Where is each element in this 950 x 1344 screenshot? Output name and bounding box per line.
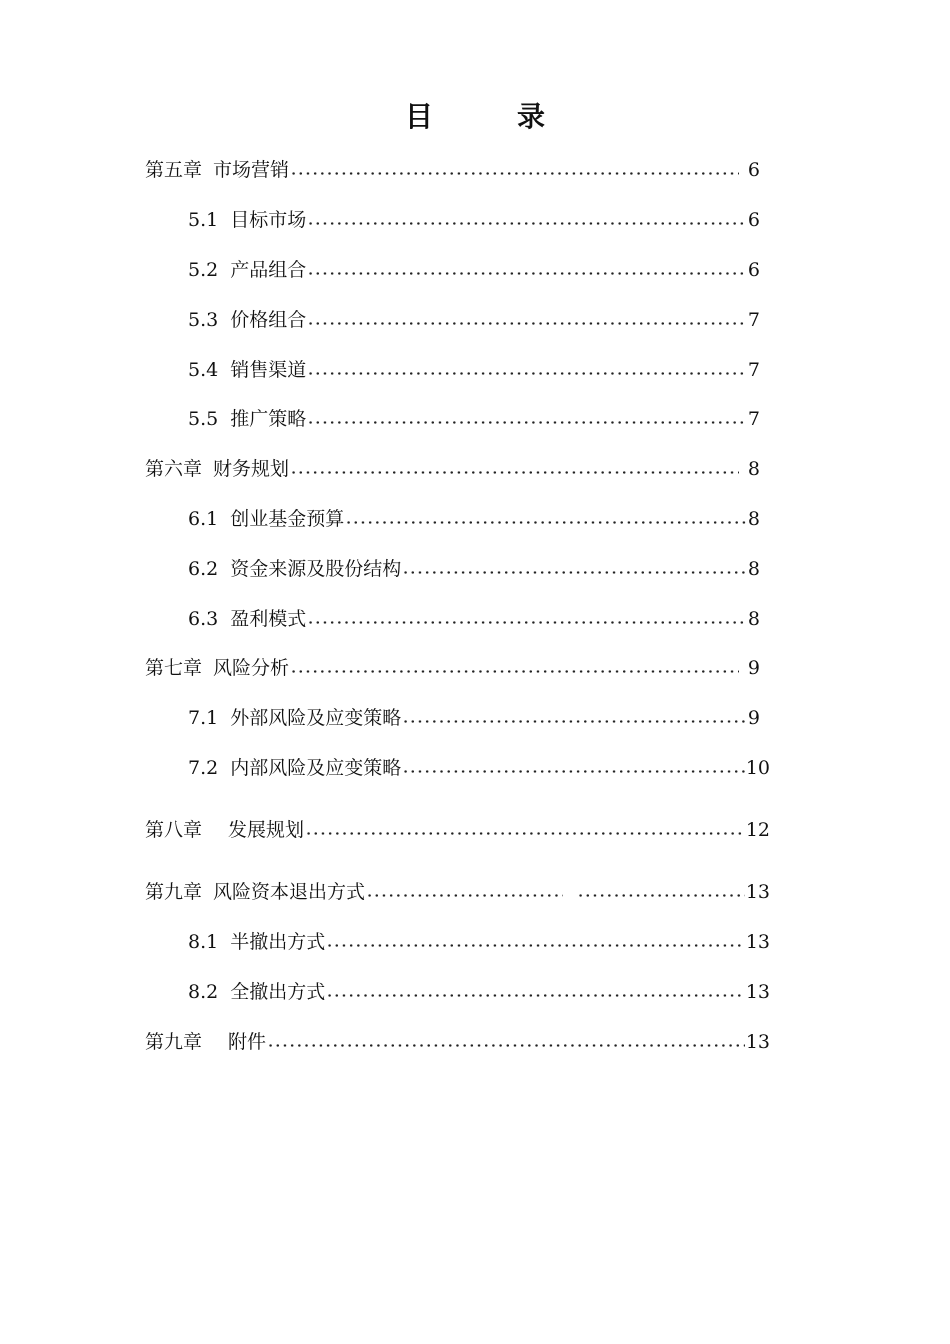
toc-entry-label: 产品组合 [230, 259, 307, 281]
toc-entry-number: 7.1 [188, 707, 219, 729]
toc-entry-page: 7 [747, 309, 760, 331]
toc-entry-page: 6 [747, 159, 760, 181]
toc-entry-6-2[interactable] [188, 555, 760, 583]
toc-entry-chapter-6[interactable] [145, 455, 760, 483]
dot-leader [307, 206, 747, 234]
toc-entry-page: 8 [747, 458, 760, 480]
toc-entry-chapter-9-appendix[interactable] [145, 1028, 770, 1056]
dot-leader [577, 878, 745, 906]
toc-entry-label: 风险分析 [213, 657, 290, 679]
toc-entry-page: 9 [747, 657, 760, 679]
toc-entry-chapter-5[interactable] [145, 156, 760, 184]
toc-entry-page: 6 [747, 259, 760, 281]
toc-entry-label: 价格组合 [230, 309, 307, 331]
toc-entry-7-2[interactable] [188, 754, 770, 782]
dot-leader [345, 505, 747, 533]
dot-leader [326, 978, 745, 1006]
toc-entry-page: 8 [747, 558, 760, 580]
toc-entry-number: 5.2 [188, 259, 219, 281]
toc-entry-label: 市场营销 [213, 159, 290, 181]
toc-entry-number: 6.2 [188, 558, 219, 580]
toc-entry-page: 7 [747, 359, 760, 381]
toc-entry-number: 8.2 [188, 981, 219, 1003]
toc-entry-page: 13 [745, 881, 770, 903]
toc-entry-chapter-8[interactable] [145, 816, 770, 844]
dot-leader [402, 754, 745, 782]
toc-entry-label: 资金来源及股份结构 [230, 558, 402, 580]
toc-entry-page: 7 [747, 408, 760, 430]
toc-entry-number: 第九章 [145, 881, 203, 903]
toc-entry-number: 8.1 [188, 931, 219, 953]
dot-leader [290, 455, 739, 483]
toc-entry-5-1[interactable] [188, 206, 760, 234]
toc-entry-label: 半撤出方式 [230, 931, 326, 953]
dot-leader [305, 816, 745, 844]
dot-leader [326, 928, 745, 956]
toc-entry-number: 5.3 [188, 309, 219, 331]
toc-entry-label: 内部风险及应变策略 [230, 757, 402, 779]
toc-entry-page: 13 [745, 1031, 770, 1053]
toc-entry-label: 财务规划 [213, 458, 290, 480]
toc-entry-label: 发展规划 [228, 819, 305, 841]
toc-entry-label: 创业基金预算 [230, 508, 345, 530]
toc-entry-number: 第六章 [145, 458, 203, 480]
dot-leader [290, 654, 739, 682]
dot-leader [307, 306, 747, 334]
toc-entry-number: 5.1 [188, 209, 219, 231]
toc-entry-page: 13 [745, 981, 770, 1003]
dot-leader [366, 878, 563, 906]
toc-entry-page: 6 [747, 209, 760, 231]
toc-entry-label: 目标市场 [230, 209, 307, 231]
toc-entry-label: 盈利模式 [230, 608, 307, 630]
toc-entry-number: 第七章 [145, 657, 203, 679]
dot-leader [307, 605, 747, 633]
toc-entry-7-1[interactable] [188, 704, 760, 732]
toc-entry-label: 推广策略 [230, 408, 307, 430]
toc-entry-8-1[interactable] [188, 928, 770, 956]
toc-entry-number: 第五章 [145, 159, 203, 181]
toc-entry-chapter-9-exit[interactable] [145, 878, 770, 906]
toc-entry-5-4[interactable] [188, 356, 760, 384]
toc-entry-6-3[interactable] [188, 605, 760, 633]
toc-entry-5-5[interactable] [188, 405, 760, 433]
dot-leader [290, 156, 739, 184]
toc-entry-page: 9 [747, 707, 760, 729]
toc-entry-page: 8 [747, 608, 760, 630]
toc-entry-number: 7.2 [188, 757, 219, 779]
toc-entry-5-3[interactable] [188, 306, 760, 334]
toc-entry-5-2[interactable] [188, 256, 760, 284]
toc-entry-chapter-7[interactable] [145, 654, 760, 682]
toc-entry-label: 风险资本退出方式 [213, 881, 366, 903]
toc-entry-label: 外部风险及应变策略 [230, 707, 402, 729]
dot-leader [307, 256, 747, 284]
toc-entry-page: 12 [745, 819, 770, 841]
toc-entry-label: 销售渠道 [230, 359, 307, 381]
dot-leader [307, 405, 747, 433]
toc-entry-number: 第八章 [145, 819, 203, 841]
dot-leader [307, 356, 747, 384]
dot-leader [402, 704, 747, 732]
toc-title: 目 录 [404, 100, 573, 133]
toc-entry-label: 全撤出方式 [230, 981, 326, 1003]
toc-entry-page: 13 [745, 931, 770, 953]
toc-entry-6-1[interactable] [188, 505, 760, 533]
toc-entry-number: 5.4 [188, 359, 219, 381]
toc-entry-page: 10 [745, 757, 770, 779]
toc-entry-number: 5.5 [188, 408, 219, 430]
dot-leader [402, 555, 747, 583]
toc-entry-page: 8 [747, 508, 760, 530]
toc-entry-number: 第九章 [145, 1031, 203, 1053]
toc-entry-8-2[interactable] [188, 978, 770, 1006]
dot-leader [267, 1028, 745, 1056]
toc-entry-number: 6.1 [188, 508, 219, 530]
toc-entry-label: 附件 [228, 1031, 267, 1053]
toc-entry-number: 6.3 [188, 608, 219, 630]
